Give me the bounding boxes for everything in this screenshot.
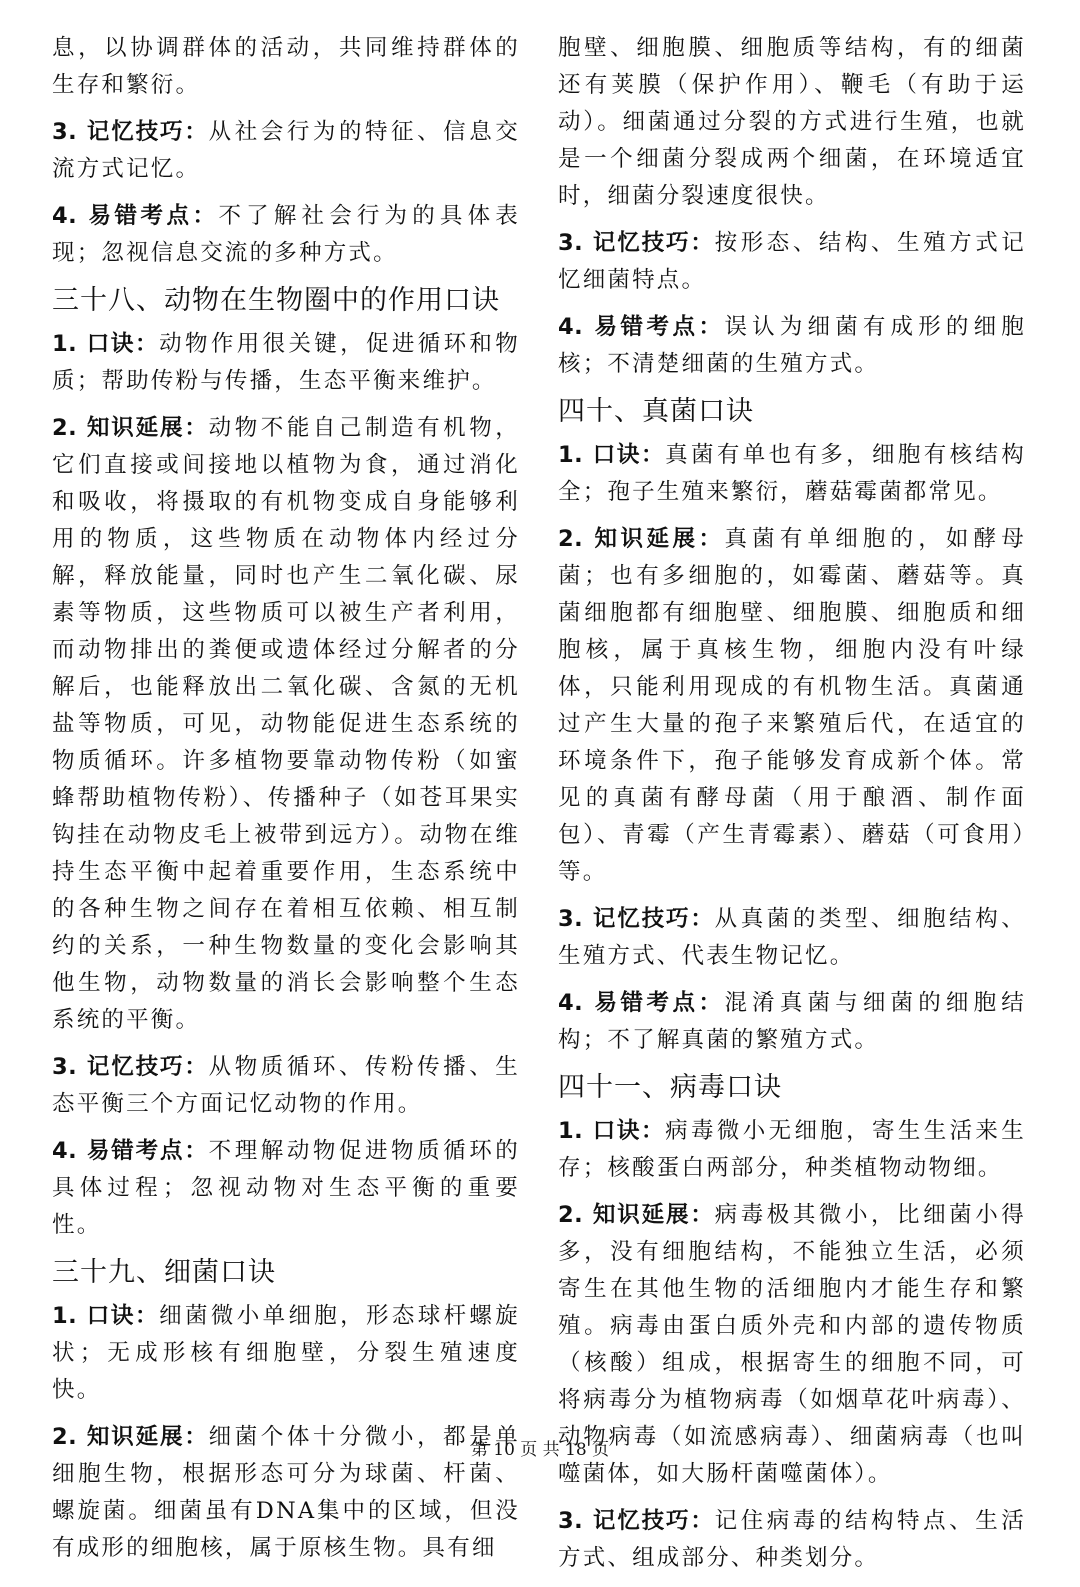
item-text: 误认为细菌有成形的细胞核；不清楚细菌的生殖方式。 xyxy=(558,314,1026,377)
section-heading: 四十一、病毒口诀 xyxy=(558,1072,782,1103)
item-text: 混淆真菌与细菌的细胞结构；不了解真菌的繁殖方式。 xyxy=(558,990,1026,1053)
item-text: 细菌微小单细胞，形态球杆螺旋状；无成形核有细胞壁，分裂生殖速度快。 xyxy=(52,1303,520,1403)
item-label: 4. 易错考点： xyxy=(558,990,725,1016)
item-label: 2. 知识延展： xyxy=(52,1424,209,1450)
item-label: 1. 口诀： xyxy=(558,1118,666,1144)
item-label: 2. 知识延展： xyxy=(52,415,209,441)
item-text: 从真菌的类型、细胞结构、生殖方式、代表生物记忆。 xyxy=(558,906,1026,969)
paragraph xyxy=(558,30,1026,215)
item-label: 3. 记忆技巧： xyxy=(558,906,715,932)
item-label: 1. 口诀： xyxy=(558,442,666,468)
item-label: 1. 口诀： xyxy=(52,1303,160,1329)
right-column xyxy=(558,30,1026,1587)
paragraph xyxy=(558,1113,1026,1187)
item-text: 按形态、结构、生殖方式记忆细菌特点。 xyxy=(558,230,1026,293)
paragraph xyxy=(52,1133,520,1244)
paragraph xyxy=(52,1049,520,1123)
item-text: 细菌个体十分微小，都是单细胞生物，根据形态可分为球菌、杆菌、螺旋菌。细菌虽有DNA集中的区域，但没有成形的细胞核，属于原核生物。具有细 xyxy=(52,1424,520,1561)
item-text: 真菌有单细胞的，如酵母菌；也有多细胞的，如霉菌、蘑菇等。真菌细胞都有细胞壁、细胞膜、细胞质和细胞核，属于真核生物，细胞内没有叶绿体，只能利用现成的有机物生活。真菌通过产生大量的孢子来繁殖后代，在适宜的环境条件下，孢子能够发育成新个体。常见的真菌有酵母菌（用于酿酒、制作面包）、青霉（产生青霉素）、蘑菇（可食用）等。 xyxy=(558,526,1026,885)
item-label: 1. 口诀： xyxy=(52,331,160,357)
paragraph xyxy=(52,326,520,400)
item-label: 2. 知识延展： xyxy=(558,1202,715,1228)
paragraph xyxy=(52,30,520,104)
item-label: 3. 记忆技巧： xyxy=(52,119,209,145)
paragraph xyxy=(52,1298,520,1409)
item-label: 4. 易错考点： xyxy=(558,314,725,340)
paragraph xyxy=(558,437,1026,511)
item-text: 病毒微小无细胞，寄生生活来生存；核酸蛋白两部分，种类植物动物细。 xyxy=(558,1118,1026,1181)
paragraph xyxy=(558,1503,1026,1577)
item-text: 动物作用很关键，促进循环和物质；帮助传粉与传播，生态平衡来维护。 xyxy=(52,331,520,394)
item-text: 动物不能自己制造有机物，它们直接或间接地以植物为食，通过消化和吸收，将摄取的有机物变成自身能够利用的物质，这些物质在动物体内经过分解，释放能量，同时也产生二氧化碳、尿素等物质，这些物质可以被生产者利用，而动物排出的粪便或遗体经过分解者的分解后，也能释放出二氧化碳、含氮的无机盐等物质，可见，动物能促进生态系统的物质循环。许多植物要靠动物传粉（如蜜蜂帮助植物传粉）、传播种子（如苍耳果实钩挂在动物皮毛上被带到远方）。动物在维持生态平衡中起着重要作用，生态系统中的各种生物之间存在着相互依赖、相互制约的关系，一种生物数量的变化会影响其他生物，动物数量的消长会影响整个生态系统的平衡。 xyxy=(52,415,520,1033)
paragraph xyxy=(52,198,520,272)
paragraph xyxy=(52,114,520,188)
section-heading: 四十、真菌口诀 xyxy=(558,396,754,427)
item-label: 4. 易错考点： xyxy=(52,203,219,229)
item-text: 记住病毒的结构特点、生活方式、组成部分、种类划分。 xyxy=(558,1508,1026,1571)
item-text: 胞壁、细胞膜、细胞质等结构，有的细菌还有荚膜（保护作用）、鞭毛（有助于运动）。细菌通过分裂的方式进行生殖，也就是一个细菌分裂成两个细菌，在环境适宜时，细菌分裂速度很快。 xyxy=(558,35,1026,209)
item-text: 从物质循环、传粉传播、生态平衡三个方面记忆动物的作用。 xyxy=(52,1054,520,1117)
section-heading: 三十九、细菌口诀 xyxy=(52,1257,276,1288)
page-footer: 第 10 页 共 18 页 xyxy=(470,1440,610,1460)
paragraph xyxy=(558,521,1026,891)
paragraph xyxy=(558,901,1026,975)
item-label: 3. 记忆技巧： xyxy=(52,1054,209,1080)
item-text: 真菌有单也有多，细胞有核结构全；孢子生殖来繁衍，蘑菇霉菌都常见。 xyxy=(558,442,1026,505)
paragraph xyxy=(558,309,1026,383)
paragraph xyxy=(558,225,1026,299)
paragraph xyxy=(52,410,520,1039)
section-heading: 三十八、动物在生物圈中的作用口诀 xyxy=(52,285,500,316)
paragraph xyxy=(558,985,1026,1059)
item-label: 2. 知识延展： xyxy=(558,526,725,552)
item-text: 不了解社会行为的具体表现；忽视信息交流的多种方式。 xyxy=(52,203,520,266)
item-text: 不理解动物促进物质循环的具体过程；忽视动物对生态平衡的重要性。 xyxy=(52,1138,520,1238)
item-label: 4. 易错考点： xyxy=(52,1138,209,1164)
item-text: 息，以协调群体的活动，共同维持群体的生存和繁衍。 xyxy=(52,35,520,98)
item-label: 3. 记忆技巧： xyxy=(558,1508,715,1534)
left-column xyxy=(52,30,520,1577)
item-text: 病毒极其微小，比细菌小得多，没有细胞结构，不能独立生活，必须寄生在其他生物的活细胞内才能生存和繁殖。病毒由蛋白质外壳和内部的遗传物质（核酸）组成，根据寄生的细胞不同，可将病毒分为植物病毒（如烟草花叶病毒）、动物病毒（如流感病毒）、细菌病毒（也叫噬菌体，如大肠杆菌噬菌体）。 xyxy=(558,1202,1026,1487)
item-text: 从社会行为的特征、信息交流方式记忆。 xyxy=(52,119,520,182)
item-label: 3. 记忆技巧： xyxy=(558,230,715,256)
